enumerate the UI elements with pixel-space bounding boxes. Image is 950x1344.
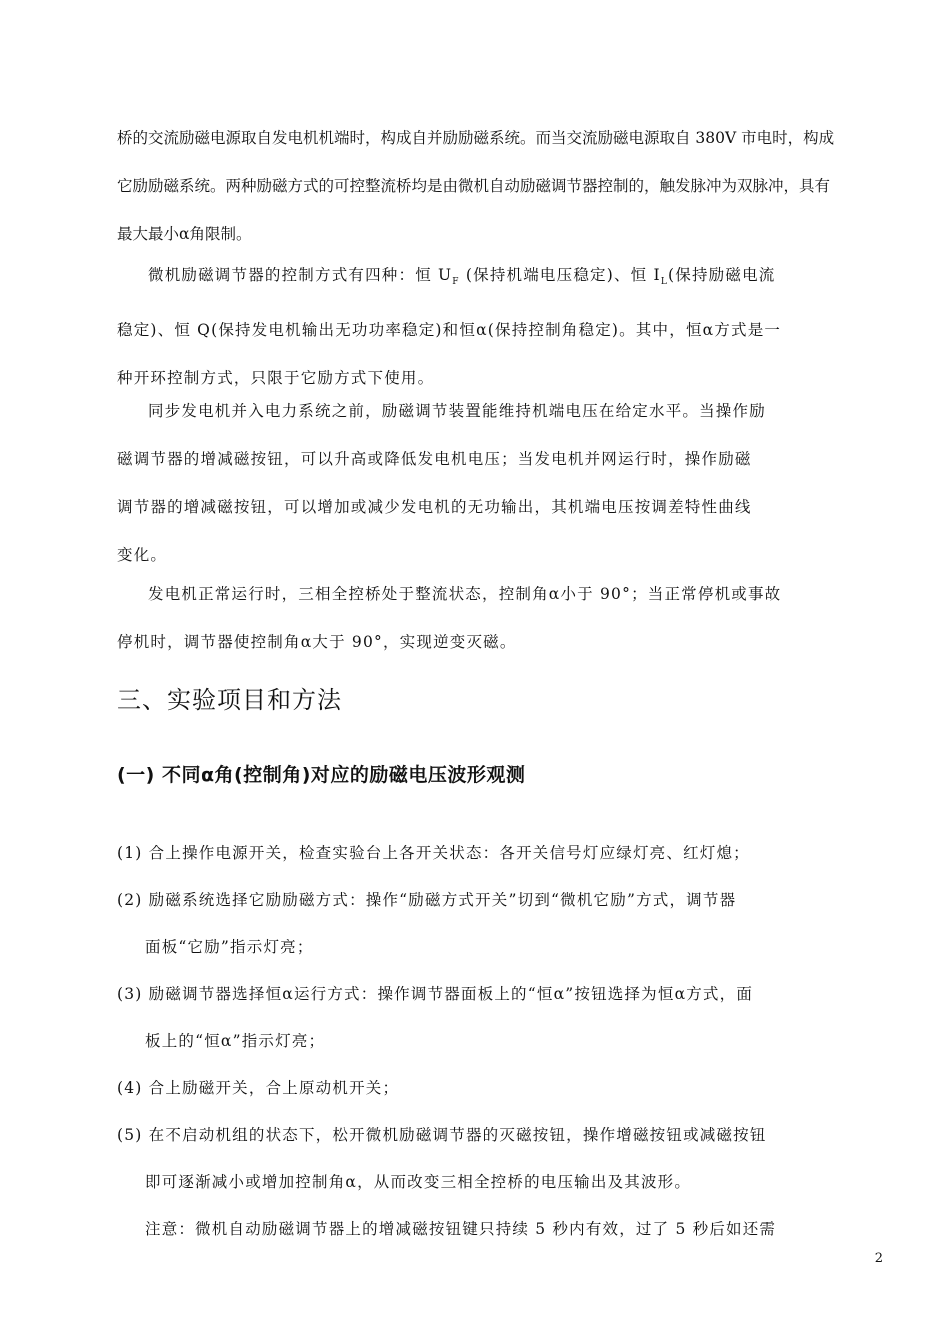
text-line: 调节器的增减磁按钮，可以增加或减少发电机的无功输出，其机端电压按调差特性曲线 xyxy=(117,498,752,516)
subsection-heading: (一) 不同α角(控制角)对应的励磁电压波形观测 xyxy=(117,764,526,786)
text-line: 它励励磁系统。两种励磁方式的可控整流桥均是由微机自动励磁调节器控制的，触发脉冲为双脉冲，具有 xyxy=(117,177,831,195)
subscript: F xyxy=(452,277,460,288)
step-5-continued: 即可逐渐减小或增加控制角α，从而改变三相全控桥的电压输出及其波形。 xyxy=(145,1173,692,1191)
procedure-steps xyxy=(117,830,883,1253)
step-3-continued: 板上的“恒α”指示灯亮； xyxy=(145,1032,326,1050)
text-line: 种开环控制方式，只限于它励方式下使用。 xyxy=(117,369,435,388)
text-line: 同步发电机并入电力系统之前，励磁调节装置能维持机端电压在给定水平。当操作励 xyxy=(148,402,766,420)
paragraph-normal-operation xyxy=(117,570,883,666)
text-line: 停机时，调节器使控制角α大于 90°，实现逆变灭磁。 xyxy=(117,633,517,651)
subscript: L xyxy=(660,277,669,288)
text-line: 稳定)、恒 Q(保持发电机输出无功功率稳定)和恒α(保持控制角稳定)。其中，恒α方式是一 xyxy=(117,321,782,340)
text-fragment: (保持励磁电流 xyxy=(668,266,776,284)
step-3: (3) 励磁调节器选择恒α运行方式：操作调节器面板上的“恒α”按钮选择为恒α方式，面 xyxy=(117,985,754,1003)
text-line: 磁调节器的增减磁按钮，可以升高或降低发电机电压；当发电机并网运行时，操作励磁 xyxy=(117,450,752,468)
step-2-continued: 面板“它励”指示灯亮； xyxy=(145,938,314,956)
paragraph-synchronization xyxy=(117,387,883,579)
step-1: (1) 合上操作电源开关，检查实验台上各开关状态：各开关信号灯应绿灯亮、红灯熄； xyxy=(117,844,750,862)
section-heading: 三、实验项目和方法 xyxy=(117,686,342,714)
text-line: 变化。 xyxy=(117,546,168,564)
text-line: 发电机正常运行时，三相全控桥处于整流状态，控制角α小于 90°；当正常停机或事故 xyxy=(148,585,782,603)
text-line: 桥的交流励磁电源取自发电机机端时，构成自并励励磁系统。而当交流励磁电源取自 380V 市电时，构成 xyxy=(117,129,835,147)
step-2: (2) 励磁系统选择它励励磁方式：操作“励磁方式开关”切到“微机它励”方式，调节器 xyxy=(117,891,737,909)
step-4: (4) 合上励磁开关，合上原动机开关； xyxy=(117,1079,400,1097)
text-line xyxy=(117,251,883,306)
paragraph-control-modes xyxy=(117,251,883,402)
text-fragment: 微机励磁调节器的控制方式有四种：恒 U xyxy=(148,266,453,284)
text-line: 最大最小α角限制。 xyxy=(117,225,252,243)
note: 注意：微机自动励磁调节器上的增减磁按钮键只持续 5 秒内有效，过了 5 秒后如还需 xyxy=(145,1220,777,1238)
page-number: 2 xyxy=(874,1251,883,1266)
step-5: (5) 在不启动机组的状态下，松开微机励磁调节器的灭磁按钮，操作增磁按钮或减磁按钮 xyxy=(117,1126,767,1144)
text-fragment: (保持机端电压稳定)、恒 I xyxy=(459,266,661,284)
paragraph-excitation-systems xyxy=(117,114,883,258)
